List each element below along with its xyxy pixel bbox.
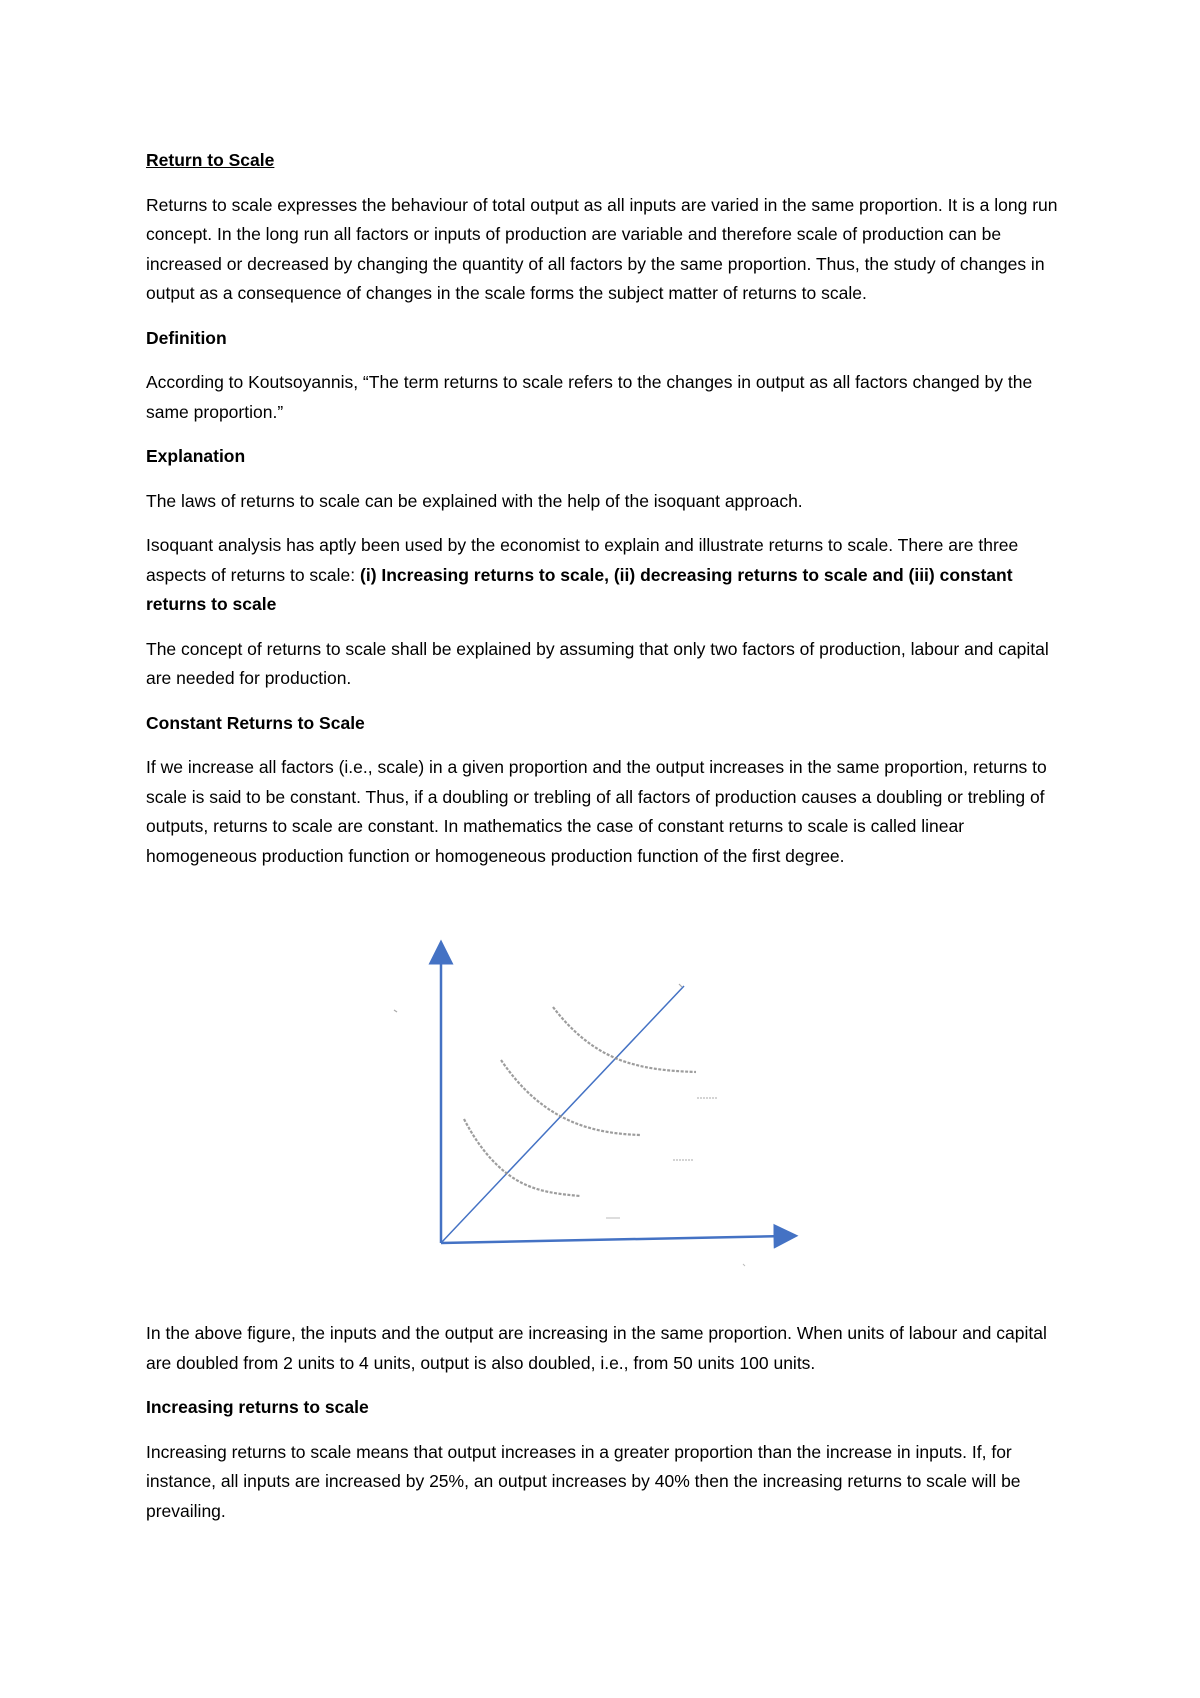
isoquant-curve-3: [553, 1007, 696, 1072]
intro-paragraph: Returns to scale expresses the behaviour of total output as all inputs are varied in the same proportion. It is a long run concept. In the long run all factors or inputs of production are variable and therefore scale of production can be increased or decreased by changing the quantity of all factors by the same proportion. Thus, the study of changes in output as a consequence of changes in the scale forms the subject matter of returns to scale.: [146, 194, 1058, 303]
explanation-paragraph-1: The laws of returns to scale can be explained with the help of the isoquant approach.: [146, 490, 803, 511]
constant-returns-paragraph: If we increase all factors (i.e., scale) in a given proportion and the output increases in the same proportion, returns to scale is said to be constant. Thus, if a doubling or trebling of all factors of production causes a doubling or trebling of outputs, returns to scale are constant. In mathematics the case of constant returns to scale is called linear homogeneous production function or homogeneous production function of the first degree.: [146, 757, 1047, 866]
increasing-returns-paragraph: Increasing returns to scale means that output increases in a greater proportion than the increase in inputs. If, for instance, all inputs are increased by 25%, an output increases by 40% then the increasing returns to scale will be prevailing.: [146, 1441, 1021, 1521]
figure-explanation-paragraph: In the above figure, the inputs and the output are increasing in the same proportion. When units of labour and capital are doubled from 2 units to 4 units, output is also doubled, i.e., from 50 units 100 units.: [146, 1323, 1047, 1373]
document-body: [146, 146, 1066, 886]
explanation-heading: Explanation: [146, 446, 246, 466]
isoquant-curve-2: [501, 1060, 640, 1135]
definition-paragraph: According to Koutsoyannis, “The term returns to scale refers to the changes in output as all factors changed by the same proportion.”: [146, 372, 1033, 422]
explanation-paragraph-3: The concept of returns to scale shall be explained by assuming that only two factors of production, labour and capital are needed for production.: [146, 638, 1049, 688]
increasing-returns-heading: Increasing returns to scale: [146, 1397, 369, 1417]
faint-mark-6: [743, 1264, 745, 1266]
page-title: Return to Scale: [146, 150, 275, 170]
faint-mark-2: [679, 984, 682, 987]
isoquant-figure: [368, 938, 808, 1278]
isoquant-diagram: [368, 938, 808, 1278]
document-body-lower: [146, 1319, 1066, 1541]
explanation-paragraph-2-bold: (i) Increasing returns to scale, (ii) decreasing returns to scale and (iii) constant returns to scale: [146, 564, 1013, 614]
faint-mark-1: [394, 1010, 397, 1012]
constant-returns-heading: Constant Returns to Scale: [146, 712, 365, 733]
x-axis: [441, 1236, 786, 1243]
expansion-ray: [441, 986, 684, 1243]
explanation-paragraph-2-plain: Isoquant analysis has aptly been used by the economist to explain and illustrate returns to scale. There are three aspects of returns to scale:: [146, 535, 1019, 585]
definition-heading: Definition: [146, 327, 227, 348]
explanation-paragraph-2: [146, 531, 1066, 620]
